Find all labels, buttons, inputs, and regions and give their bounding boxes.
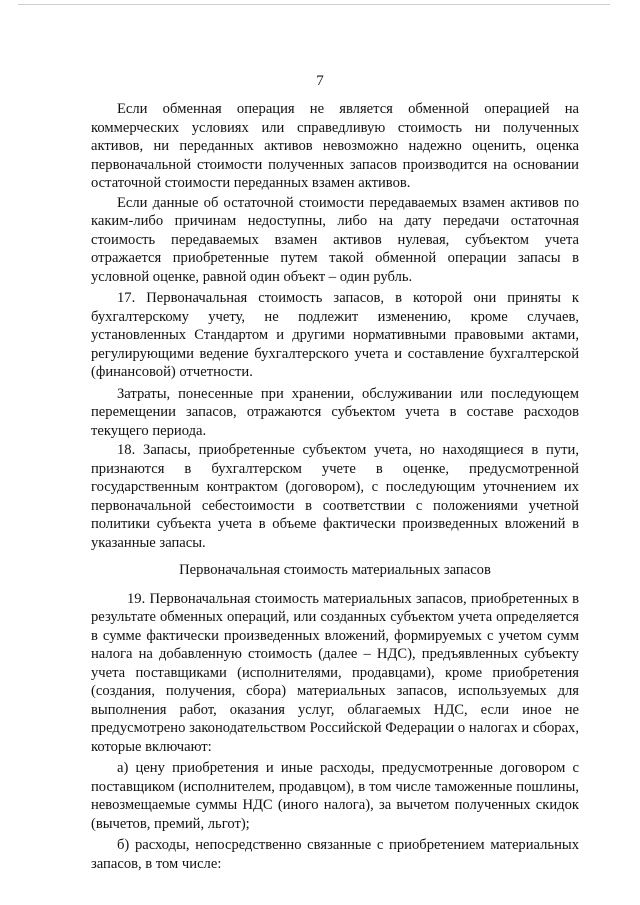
paragraph-17-initial-cost: 17. Первоначальная стоимость запасов, в которой они приняты к бухгалтерскому учету, не подлежит изменению, кроме случаев, установленных Стандартом и другими нормативными правовыми актами, регулирующими ведение бухгалтерского учета и составление бухгалтерской (финансовой) отчетности. [91,290,579,380]
page-number: 7 [316,73,324,89]
paragraph-storage-costs: Затраты, понесенные при хранении, обслуживании или последующем перемещении запасов, отражаются субъектом учета в составе расходов текущего периода. [91,385,579,439]
paragraph-exchange-operation: Если обменная операция не является обменной операцией на коммерческих условиях или справедливую стоимость ни полученных активов, ни переданных активов невозможно надежно оценить, оценка первоначальной стоимости полученных запасов производится на основании остаточной стоимости переданных взамен активов. [91,101,579,191]
section-heading: Первоначальная стоимость материальных запасов [179,562,491,578]
paragraph-19-material-inventory-cost: 19. Первоначальная стоимость материальных запасов, приобретенных в результате обменных операций, или созданных субъектом учета определяется в сумме фактически произведенных вложений, формируемых с учетом сумм налога на добавленную стоимость (далее – НДС), предъявленных субъекту учета поставщиками (исполнителями, продавцами), кроме приобретения (создания, получения, сбора) материальных запасов, используемых для выполнения работ, оказания услуг, облагаемых НДС, если иное не предусмотрено законодательством Российской Федерации о налогах и сборах, которые включают: [91,590,579,755]
paragraph-18-goods-in-transit: 18. Запасы, приобретенные субъектом учета, но находящиеся в пути, признаются в бухгалтерском учете в оценке, предусмотренной государственным контрактом (договором), с последующим уточнением их первоначальной себестоимости в соответствии с положениями учетной политики субъекта учета в объеме фактически произведенных вложений в указанные запасы. [91,442,579,551]
scan-top-edge-line [18,4,610,5]
paragraph-item-b-related-expenses: б) расходы, непосредственно связанные с приобретением материальных запасов, в том числе: [91,837,579,872]
document-body [91,100,579,873]
paragraph-residual-value-unavailable: Если данные об остаточной стоимости передаваемых взамен активов по каким-либо причинам недоступны, либо на дату передачи остаточная стоимость передаваемых взамен активов нулевая, субъектом учета отражается приобретенные путем такой обменной операции запасы в условной оценке, равной один объект – один рубль. [91,194,579,285]
paragraph-item-a-purchase-price: а) цену приобретения и иные расходы, предусмотренные договором с поставщиком (исполнителем, продавцом), в том числе таможенные пошлины, невозмещаемые суммы НДС (иного налога), за вычетом полученных скидок (вычетов, премий, льгот); [91,760,579,832]
